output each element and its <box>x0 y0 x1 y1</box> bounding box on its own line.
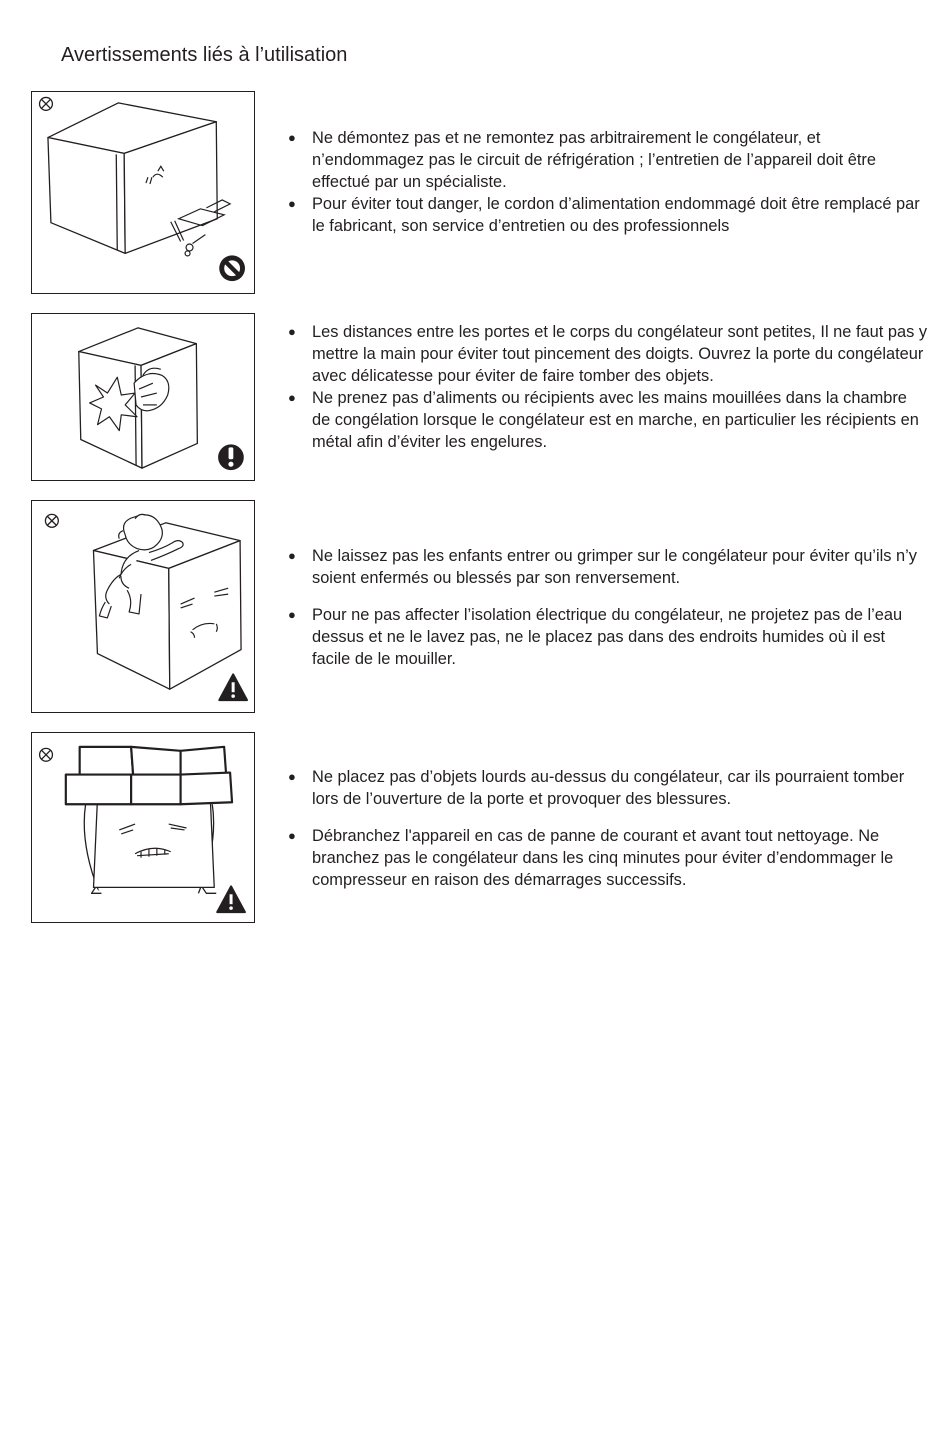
bullet-item: ● Ne placez pas d’objets lourds au-dessus du congélateur, car ils pourraient tomber lors de l’ouverture de la porte et provoquer des blessures. <box>287 766 927 810</box>
warning-icon <box>219 674 247 700</box>
prohibited-icon <box>219 255 245 281</box>
page-title: Avertissements liés à l’utilisation <box>61 44 348 66</box>
mandatory-icon <box>218 444 244 470</box>
section-door-pinch-text <box>287 321 927 453</box>
section-disassembly-text <box>287 127 927 237</box>
bullet-item: ● Débranchez l'appareil en cas de panne de courant et avant tout nettoyage. Ne branchez pas le congélateur dans les cinq minutes pour éviter d’endommager le compresseur en raison des démarrages successifs. <box>287 825 927 891</box>
section-children-text <box>287 545 927 670</box>
freezer-door-pinch-illustration <box>32 314 254 480</box>
no-climbing-icon <box>45 514 58 527</box>
child-climbing-freezer-illustration <box>32 501 254 712</box>
figure-children <box>31 500 255 713</box>
heavy-objects-on-freezer-illustration <box>32 733 254 922</box>
no-disassemble-icon <box>40 97 53 110</box>
figure-heavy-objects <box>31 732 255 923</box>
bullet-item: ● Pour ne pas affecter l’isolation électrique du congélateur, ne projetez pas de l’eau dessus et ne le lavez pas, ne le placez pas dans des endroits humides où il est facile de le mouiller. <box>287 604 927 670</box>
bullet-item: ● Ne laissez pas les enfants entrer ou grimper sur le congélateur pour éviter qu’ils n’y soient enfermés ou blessés par son renversement. <box>287 545 927 589</box>
no-heavy-objects-icon <box>40 748 53 761</box>
bullet-item: ● Pour éviter tout danger, le cordon d’alimentation endommagé doit être remplacé par le fabricant, son service d’entretien ou des professionnels <box>287 193 927 237</box>
bullet-item: ● Ne démontez pas et ne remontez pas arbitrairement le congélateur, et n’endommagez pas le circuit de réfrigération ; l’entretien de l’appareil doit être effectué par un spécialiste. <box>287 127 927 193</box>
figure-disassembly <box>31 91 255 294</box>
bullet-item: ● Les distances entre les portes et le corps du congélateur sont petites, Il ne faut pas y mettre la main pour éviter tout pincement des doigts. Ouvrez la porte du congélateur avec délicatesse pour éviter de faire tomber des objets. <box>287 321 927 387</box>
section-heavy-objects-text <box>287 766 927 891</box>
warning-icon <box>217 886 245 912</box>
freezer-disassembly-illustration <box>32 92 254 293</box>
figure-door-pinch <box>31 313 255 481</box>
bullet-item: ● Ne prenez pas d’aliments ou récipients avec les mains mouillées dans la chambre de congélation lorsque le congélateur est en marche, en particulier les récipients en métal afin d’éviter les engelures. <box>287 387 927 453</box>
